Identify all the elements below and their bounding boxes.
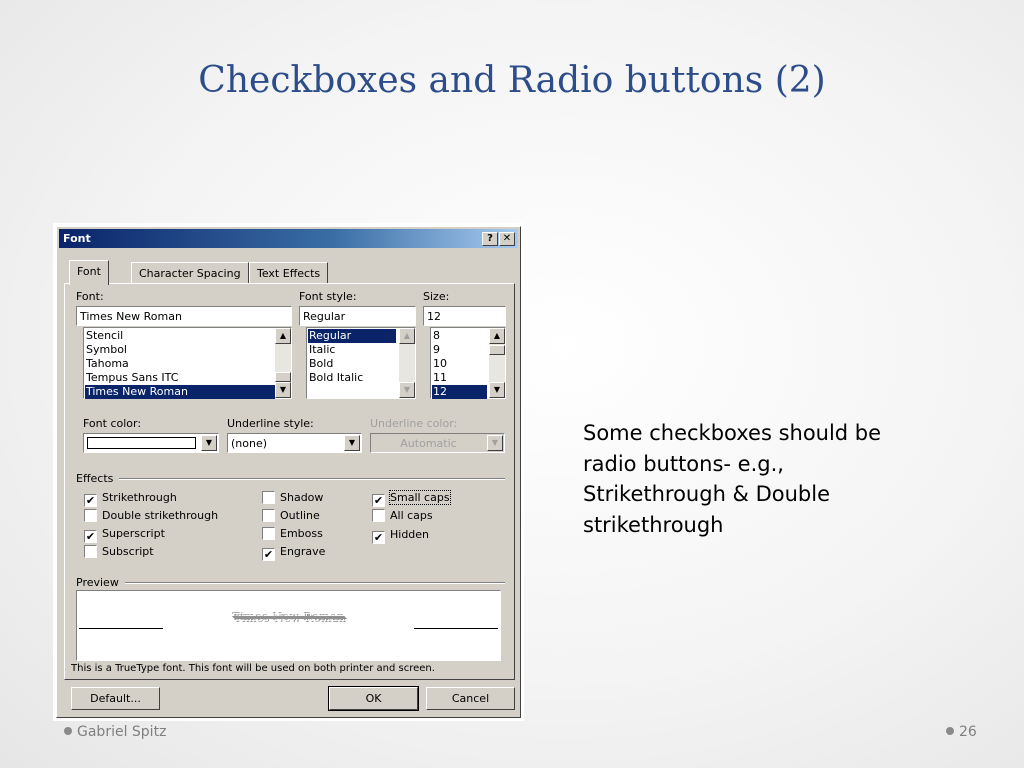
default-button[interactable]: Default...	[71, 687, 160, 710]
scroll-down-icon[interactable]: ▼	[489, 382, 505, 398]
checkbox-label: Engrave	[280, 545, 326, 558]
size-list-scrollbar[interactable]	[489, 328, 505, 398]
checkbox-label: Double strikethrough	[102, 509, 219, 522]
footer-author	[64, 724, 166, 740]
tab-character-spacing[interactable]: Character Spacing	[131, 262, 249, 284]
double-strikethrough-checkbox[interactable]	[84, 509, 218, 523]
scroll-thumb[interactable]	[275, 372, 291, 382]
checkbox-label: Hidden	[390, 528, 430, 541]
dialog-title: Font	[63, 232, 91, 245]
outline-checkbox[interactable]	[262, 509, 320, 523]
font-info-text: This is a TrueType font. This font will be used on both printer and screen.	[71, 663, 435, 674]
close-button[interactable]: ✕	[499, 232, 515, 246]
footer-page-number	[946, 724, 977, 740]
ok-button[interactable]: OK	[329, 687, 418, 710]
list-item[interactable]: Stencil	[86, 329, 124, 342]
small-caps-checkbox[interactable]	[372, 491, 450, 505]
font-style-input[interactable]: Regular	[299, 306, 416, 326]
check-icon[interactable]: ✔	[263, 548, 274, 561]
preview-box	[76, 590, 501, 661]
hidden-checkbox[interactable]	[372, 528, 429, 542]
effects-group-label: Effects	[76, 472, 114, 485]
list-item-selected[interactable]: Regular	[308, 329, 396, 343]
chevron-down-icon[interactable]: ▼	[201, 435, 217, 451]
slide-body-text: Some checkboxes should be radio buttons- e.g., Strikethrough & Double strikethrough	[583, 421, 882, 537]
font-style-list[interactable]	[306, 327, 416, 399]
scroll-up-icon[interactable]: ▲	[275, 328, 291, 344]
check-icon[interactable]: ✔	[373, 531, 384, 544]
tab-font[interactable]: Font	[69, 260, 109, 285]
list-item[interactable]: Bold Italic	[309, 371, 364, 384]
underline-style-label: Underline style:	[227, 417, 314, 430]
preview-baseline-left	[79, 628, 163, 629]
scroll-up-icon[interactable]: ▲	[489, 328, 505, 344]
chevron-down-icon[interactable]: ▼	[344, 435, 360, 451]
font-dialog	[56, 226, 521, 718]
underline-style-value: (none)	[231, 437, 268, 450]
font-dialog-screenshot	[53, 223, 524, 721]
underline-color-value: Automatic	[400, 437, 457, 450]
list-item[interactable]: Tempus Sans ITC	[86, 371, 179, 384]
preview-baseline-right	[414, 628, 498, 629]
check-icon[interactable]	[372, 509, 385, 522]
underline-color-label: Underline color:	[370, 417, 458, 430]
list-item-selected[interactable]: Times New Roman	[85, 385, 275, 399]
chevron-down-icon[interactable]: ▼	[487, 435, 503, 451]
size-list[interactable]	[430, 327, 506, 399]
superscript-checkbox[interactable]	[84, 527, 165, 541]
list-item[interactable]: 10	[433, 357, 447, 370]
underline-style-select[interactable]	[227, 433, 362, 453]
font-style-label: Font style:	[299, 290, 357, 303]
preview-text: Times New Roman	[233, 611, 346, 624]
bullet-icon	[64, 727, 72, 735]
preview-group-label: Preview	[76, 576, 119, 589]
list-item[interactable]: Italic	[309, 343, 336, 356]
list-item[interactable]: Bold	[309, 357, 334, 370]
size-label: Size:	[423, 290, 450, 303]
bullet-icon	[946, 727, 954, 735]
slide-title: Checkboxes and Radio buttons (2)	[198, 60, 826, 101]
list-item[interactable]: 11	[433, 371, 447, 384]
checkbox-label: All caps	[390, 509, 433, 522]
checkbox-label: Small caps	[390, 491, 450, 504]
checkbox-label: Emboss	[280, 527, 323, 540]
cancel-button[interactable]: Cancel	[426, 687, 515, 710]
emboss-checkbox[interactable]	[262, 527, 323, 541]
checkbox-label: Superscript	[102, 527, 165, 540]
engrave-checkbox[interactable]	[262, 545, 325, 559]
font-input[interactable]: Times New Roman	[76, 306, 292, 326]
check-icon[interactable]	[262, 527, 275, 540]
list-item-selected[interactable]: 12	[432, 385, 487, 399]
font-label: Font:	[76, 290, 104, 303]
checkbox-label: Strikethrough	[102, 491, 177, 504]
check-icon[interactable]	[84, 545, 97, 558]
scroll-up-icon[interactable]: ▲	[399, 328, 415, 344]
size-input[interactable]: 12	[423, 306, 506, 326]
list-item[interactable]: 9	[433, 343, 440, 356]
all-caps-checkbox[interactable]	[372, 509, 433, 523]
font-color-label: Font color:	[83, 417, 142, 430]
strikethrough-checkbox[interactable]	[84, 491, 177, 505]
check-icon[interactable]	[262, 509, 275, 522]
color-swatch	[87, 437, 196, 449]
tab-text-effects[interactable]: Text Effects	[249, 262, 328, 284]
font-color-select[interactable]	[83, 433, 219, 453]
list-item[interactable]: Symbol	[86, 343, 127, 356]
underline-color-select[interactable]	[370, 433, 505, 453]
shadow-checkbox[interactable]	[262, 491, 323, 505]
check-icon[interactable]: ✔	[85, 494, 96, 507]
author-name: Gabriel Spitz	[77, 724, 167, 740]
scroll-thumb[interactable]	[489, 345, 505, 355]
font-list[interactable]	[83, 327, 292, 399]
checkbox-label: Subscript	[102, 545, 154, 558]
check-icon[interactable]	[84, 509, 97, 522]
subscript-checkbox[interactable]	[84, 545, 154, 559]
scroll-down-icon[interactable]: ▼	[275, 382, 291, 398]
list-item[interactable]: 8	[433, 329, 440, 342]
check-icon[interactable]	[262, 491, 275, 504]
font-list-scrollbar[interactable]	[275, 328, 291, 398]
font-style-scrollbar[interactable]	[399, 328, 415, 398]
effects-divider	[119, 478, 505, 480]
help-button[interactable]: ?	[482, 232, 498, 246]
title-bar	[59, 229, 518, 248]
check-icon[interactable]: ✔	[85, 530, 96, 543]
scroll-down-icon[interactable]: ▼	[399, 382, 415, 398]
checkbox-label: Outline	[280, 509, 320, 522]
page-number: 26	[959, 724, 977, 740]
list-item[interactable]: Tahoma	[86, 357, 129, 370]
checkbox-label: Shadow	[280, 491, 324, 504]
preview-divider	[125, 582, 505, 584]
check-icon[interactable]: ✔	[373, 494, 384, 507]
